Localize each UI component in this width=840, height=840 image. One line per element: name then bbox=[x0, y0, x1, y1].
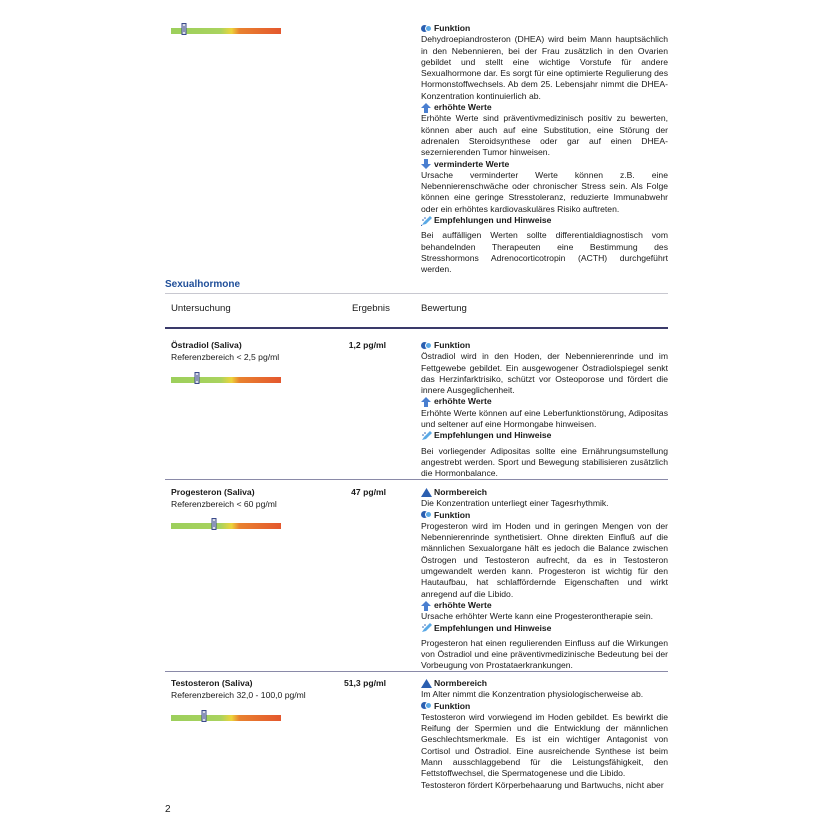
empfehlungen-label: Empfehlungen und Hinweise bbox=[434, 622, 552, 633]
funktion-text: Dehydroepiandrosteron (DHEA) wird beim Mann hauptsächlich in den Nebennieren, bei der Frau zusätzlich in den Ovarien gebildet und stellt eine wichtige Vorstufe für andere Sexualhormone dar. Es sorgt für eine optimierte Regulierung des Hormonstoffwechsels. Ab dem 25. Lebensjahr nimmt die DHEA-Konzentration kontinuierlich ab. bbox=[421, 34, 668, 101]
test-name: Östradiol (Saliva) bbox=[171, 340, 242, 350]
erhoht-label: erhöhte Werte bbox=[434, 599, 492, 610]
test-name: Testosteron (Saliva) bbox=[171, 678, 253, 688]
info-circles-icon bbox=[421, 24, 432, 34]
section-rule bbox=[165, 293, 668, 294]
norm-label: Normbereich bbox=[434, 678, 488, 688]
row-divider bbox=[165, 479, 668, 480]
info-circles-icon bbox=[421, 341, 432, 351]
norm-label: Normbereich bbox=[434, 487, 488, 497]
header-rule bbox=[165, 327, 668, 329]
triangle-icon bbox=[421, 488, 432, 498]
erhoht-text: Erhöhte Werte sind präventivmedizinisch positiv zu bewerten, können aber auch auf eine Substitution, eine Störung der adrenalen Steroidsynthese oder gar auf einen DHEA-sezernierenden Tumor hinweisen. bbox=[421, 113, 668, 158]
empfehlungen-text: Bei vorliegender Adipositas sollte eine Ernährungsumstellung angestrebt werden. Sport und Bewegung stabilisieren zusätzlich die Hormonbalance. bbox=[421, 445, 668, 479]
test-value: 47 pg/ml bbox=[351, 487, 386, 497]
test-reference: Referenzbereich < 2,5 pg/ml bbox=[171, 352, 280, 362]
erhoht-label: erhöhte Werte bbox=[434, 396, 492, 407]
test-reference: Referenzbereich 32,0 - 100,0 pg/ml bbox=[171, 690, 306, 700]
triangle-icon bbox=[421, 679, 432, 689]
dhea-gauge bbox=[171, 28, 281, 34]
funktion-label: Funktion bbox=[434, 509, 471, 520]
empfehlungen-text: Progesteron hat einen regulierenden Einfluss auf die Wirkungen von Östradiol und eine präventivmedizinische Bedeutung bei der Vorbeugung von Prostataerkrankungen. bbox=[421, 637, 668, 671]
gauge-marker bbox=[202, 710, 207, 722]
funktion-text: Östradiol wird in den Hoden, der Nebennierenrinde und im Fettgewebe gebildet. Ein ausgewogener Östradiolspiegel senkt das Herzinfarktrisiko, schützt vor Osteoporose und fördert die innere Ausgeglichenheit. bbox=[421, 351, 668, 396]
erhoht-text: Ursache erhöhter Werte kann eine Progesterontherapie sein. bbox=[421, 611, 654, 622]
progesteron-gauge bbox=[171, 523, 281, 529]
pen-icon bbox=[421, 623, 432, 633]
arrow-up-icon bbox=[421, 397, 432, 407]
gauge-marker bbox=[182, 23, 187, 35]
erhoht-label: erhöhte Werte bbox=[434, 102, 492, 113]
oestradiol-bewertung bbox=[421, 340, 668, 480]
funktion-text-continued: Testosteron fördert Körperbehaarung und Bartwuchs, nicht aber bbox=[421, 779, 664, 790]
pen-icon bbox=[421, 216, 432, 226]
header-bewertung: Bewertung bbox=[421, 303, 467, 314]
norm-text: Im Alter nimmt die Konzentration physiologischerweise ab. bbox=[421, 689, 644, 700]
test-reference: Referenzbereich < 60 pg/ml bbox=[171, 499, 277, 509]
header-ergebnis: Ergebnis bbox=[352, 303, 390, 314]
oestradiol-gauge bbox=[171, 377, 281, 383]
section-title: Sexualhormone bbox=[165, 279, 241, 290]
info-circles-icon bbox=[421, 510, 432, 520]
info-circles-icon bbox=[421, 701, 432, 711]
row-divider bbox=[165, 671, 668, 672]
funktion-label: Funktion bbox=[434, 23, 471, 33]
norm-text: Die Konzentration unterliegt einer Tagesrhythmik. bbox=[421, 498, 609, 509]
testosteron-gauge bbox=[171, 715, 281, 721]
funktion-label: Funktion bbox=[434, 340, 471, 350]
empfehlungen-text: Bei auffälligen Werten sollte differentialdiagnostisch vom behandelnden Therapeuten eine Bestimmung des Stresshormons Adrenocorticotropin (ACTH) durchgeführt werden. bbox=[421, 230, 668, 275]
pen-icon bbox=[421, 431, 432, 441]
test-value: 1,2 pg/ml bbox=[348, 340, 386, 350]
header-untersuchung: Untersuchung bbox=[171, 303, 231, 314]
empfehlungen-label: Empfehlungen und Hinweise bbox=[434, 215, 552, 226]
funktion-text: Progesteron wird im Hoden und in geringen Mengen von der Nebennierenrinde synthetisiert. Ohne direkten Einfluß auf die männlichen Sexualorgane hält es jedoch die Balance zwischen Östrogen und Testosteron aufrecht, da es in Testosteron umgewandelt werden kann. Progesteron ist wichtig für den Hautaufbau, hat schlaffördernde Eigenschaften und wirkt anregend auf die Libido. bbox=[421, 520, 668, 599]
testosteron-bewertung bbox=[421, 678, 668, 791]
gauge-marker bbox=[195, 372, 200, 384]
funktion-text: Testosteron wird vorwiegend im Hoden gebildet. Es bewirkt die Reifung der Spermien und die Entwicklung der männlichen Geschlechtsmerkmale. Es ist ein wichtiger Antagonist von Cortisol und Östradiol. Eine ausreichende Synthese ist beim Mann ausschlaggebend für die Leistungsfähigkeit, den Fettstoffwechsel, die Spermatogenese und die Libido. bbox=[421, 711, 668, 779]
arrow-up-icon bbox=[421, 601, 432, 611]
dhea-bewertung bbox=[421, 23, 668, 276]
arrow-up-icon bbox=[421, 103, 432, 113]
arrow-down-icon bbox=[421, 159, 432, 169]
vermindert-label: verminderte Werte bbox=[434, 158, 510, 169]
empfehlungen-label: Empfehlungen und Hinweise bbox=[434, 430, 552, 441]
gauge-marker bbox=[211, 518, 216, 530]
page-number: 2 bbox=[165, 804, 171, 815]
vermindert-text: Ursache verminderter Werte können z.B. eine Nebennierenschwäche oder chronischer Stress sein. Als Folge können eine geringe Stresstoleranz, reduzierte Immunabwehr oder ein erhöhtes kardiovaskuläres Risiko auftreten. bbox=[421, 169, 668, 214]
test-value: 51,3 pg/ml bbox=[343, 678, 386, 688]
funktion-label: Funktion bbox=[434, 700, 471, 711]
test-name: Progesteron (Saliva) bbox=[171, 487, 255, 497]
erhoht-text: Erhöhte Werte können auf eine Leberfunktionstörung, Adipositas und seltener auf eine Hormongabe hinweisen. bbox=[421, 407, 668, 430]
progesteron-bewertung bbox=[421, 487, 668, 672]
